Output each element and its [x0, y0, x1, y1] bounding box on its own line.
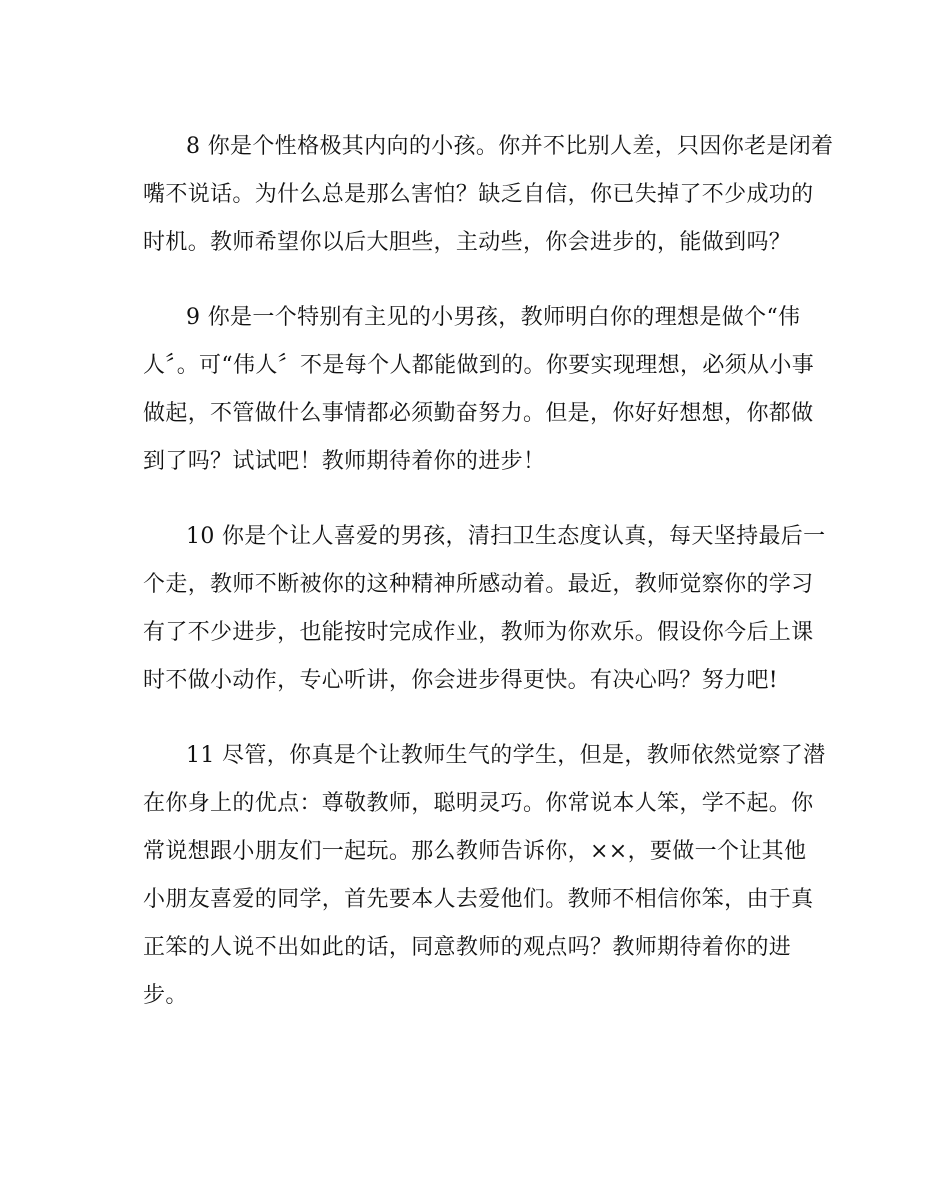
paragraph-11-line-4: 小朋友喜爱的同学，首先要本人去爱他们。教师不相信你笨，由于真 — [143, 887, 814, 912]
paragraph-9-line-4: 到了吗？试试吧！教师期待着你的进步！ — [143, 449, 546, 474]
paragraph-11-line-6: 步。 — [143, 983, 188, 1008]
paragraph-10-line-1: 10 你是个让人喜爱的男孩，清扫卫生态度认真，每天坚持最后一 — [186, 524, 826, 549]
paragraph-10-line-2: 个走，教师不断被你的这种精神所感动着。最近，教师觉察你的学习 — [143, 572, 814, 597]
paragraph-9-line-1: 9 你是一个特别有主见的小男孩，教师明白你的理想是做个“伟 — [186, 305, 801, 330]
paragraph-9-line-3: 做起，不管做什么事情都必须勤奋努力。但是，你好好想想，你都做 — [143, 401, 814, 426]
paragraph-10-line-3: 有了不少进步，也能按时完成作业，教师为你欢乐。假设你今后上课 — [143, 620, 814, 645]
paragraph-8-line-3: 时机。教师希望你以后大胆些，主动些，你会进步的，能做到吗？ — [143, 230, 792, 255]
paragraph-11-line-5: 正笨的人说不出如此的话，同意教师的观点吗？教师期待着你的进 — [143, 935, 792, 960]
paragraph-8-line-2: 嘴不说话。为什么总是那么害怕？缺乏自信，你已失掉了不少成功的 — [143, 182, 814, 207]
paragraph-10-line-4: 时不做小动作，专心听讲，你会进步得更快。有决心吗？努力吧! — [143, 668, 778, 693]
paragraph-11-line-1: 11 尽管，你真是个让教师生气的学生，但是，教师依然觉察了潜 — [186, 743, 826, 768]
paragraph-11-line-3: 常说想跟小朋友们一起玩。那么教师告诉你，××，要做一个让其他 — [143, 839, 807, 864]
paragraph-11-line-2: 在你身上的优点：尊敬教师，聪明灵巧。你常说本人笨，学不起。你 — [143, 791, 814, 816]
paragraph-9-line-2: 人〞。可“伟人〞不是每个人都能做到的。你要实现理想，必须从小事 — [143, 353, 815, 378]
paragraph-8-line-1: 8 你是个性格极其内向的小孩。你并不比别人差，只因你老是闭着 — [186, 134, 834, 159]
